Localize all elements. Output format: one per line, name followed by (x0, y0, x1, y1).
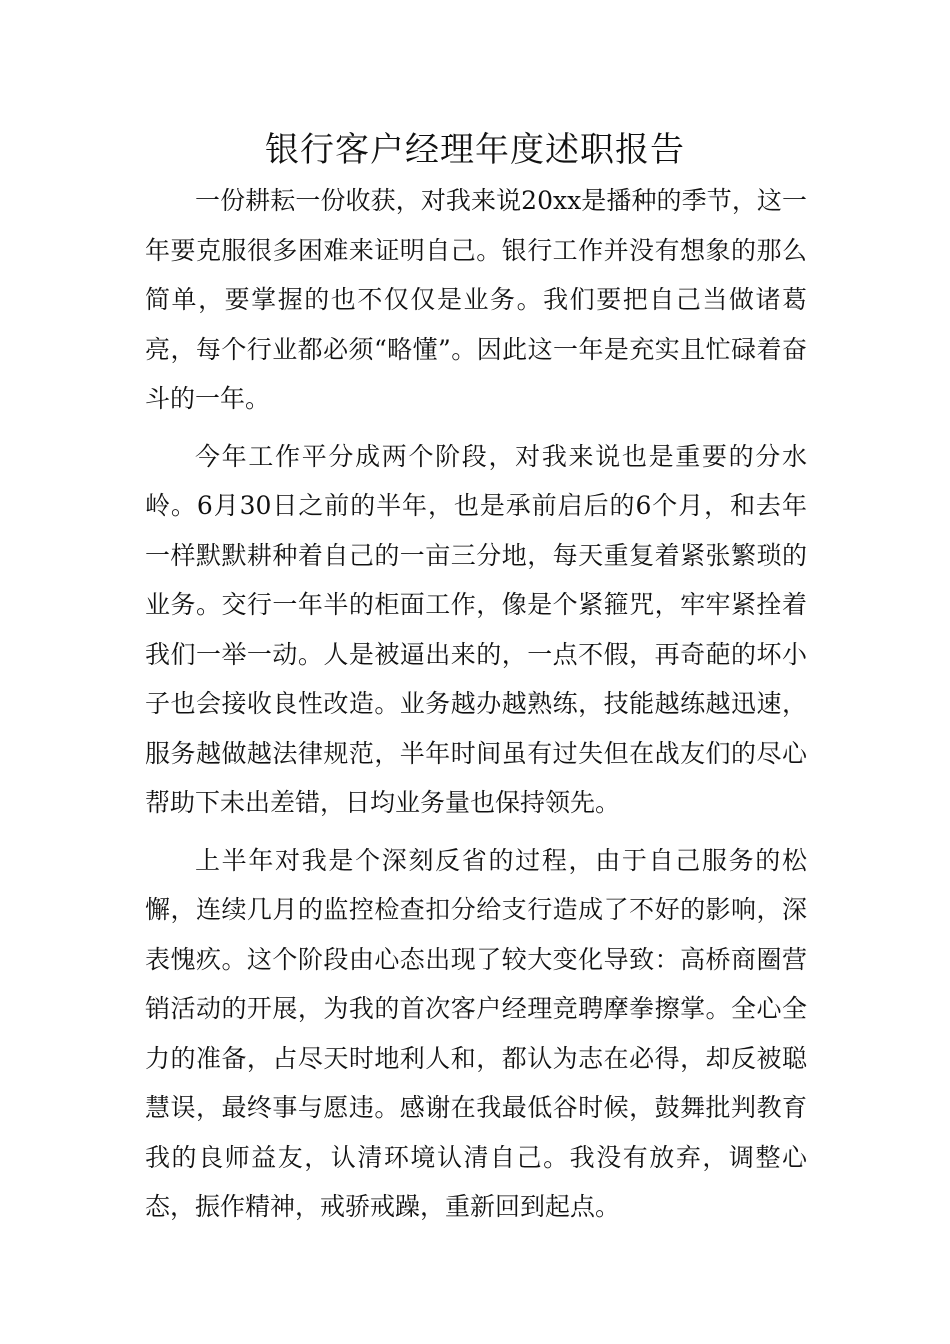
paragraph-2: 今年工作平分成两个阶段，对我来说也是重要的分水岭。6月30日之前的半年，也是承前启后的6个月，和去年一样默默耕种着自己的一亩三分地，每天重复着紧张繁琐的业务。交行一年半的柜面工作，像是个紧箍咒，牢牢紧拴着我们一举一动。人是被逼出来的，一点不假，再奇葩的坏小子也会接收良性改造。业务越办越熟练，技能越练越迅速，服务越做越法律规范，半年时间虽有过失但在战友们的尽心帮助下未出差错，日均业务量也保持领先。 (145, 441, 807, 817)
document-title: 银行客户经理年度述职报告 (265, 130, 685, 170)
document-body (145, 176, 807, 1240)
paragraph-3: 上半年对我是个深刻反省的过程，由于自己服务的松懈，连续几月的监控检查扣分给支行造成了不好的影响，深表愧疚。这个阶段由心态出现了较大变化导致：高桥商圈营销活动的开展，为我的首次客户经理竞聘摩拳擦掌。全心全力的准备，占尽天时地利人和，都认为志在必得，却反被聪慧误，最终事与愿违。感谢在我最低谷时候，鼓舞批判教育我的良师益友，认清环境认清自己。我没有放弃，调整心态，振作精神，戒骄戒躁，重新回到起点。 (145, 845, 807, 1221)
paragraph-1: 一份耕耘一份收获，对我来说20xx是播种的季节，这一年要克服很多困难来证明自己。银行工作并没有想象的那么简单，要掌握的也不仅仅是业务。我们要把自己当做诸葛亮，每个行业都必须“略懂”。因此这一年是充实且忙碌着奋斗的一年。 (145, 186, 807, 413)
